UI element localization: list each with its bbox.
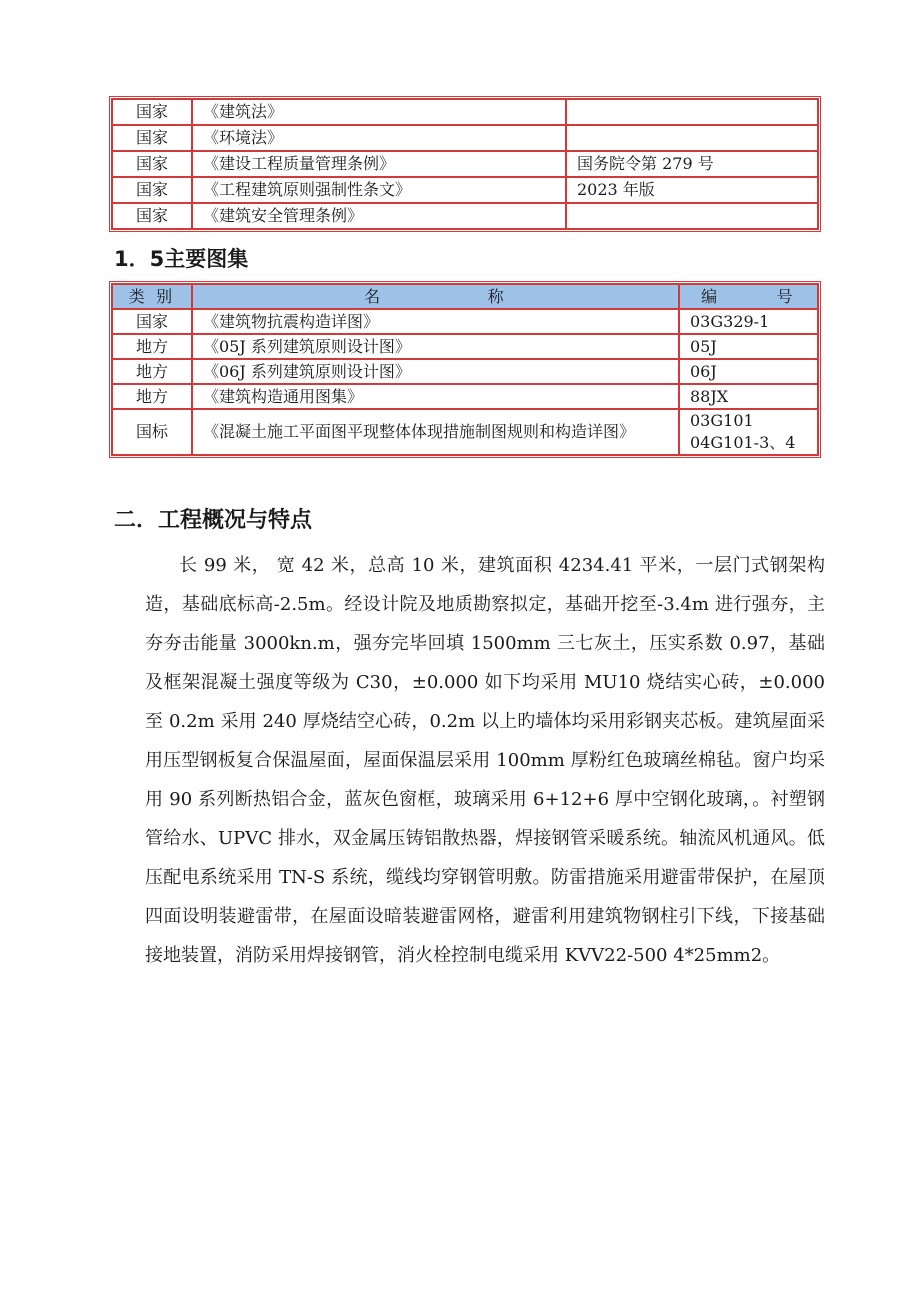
atlas-table xyxy=(109,281,821,458)
code-cell: 06J xyxy=(679,359,818,384)
note-cell: 2023 年版 xyxy=(566,177,818,203)
table-row xyxy=(112,99,818,125)
header-code: 编 号 xyxy=(679,284,818,309)
category-cell: 地方 xyxy=(112,334,192,359)
category-cell: 地方 xyxy=(112,359,192,384)
category-cell: 国家 xyxy=(112,309,192,334)
section-heading-atlas: 1．5主要图集 xyxy=(114,247,249,271)
category-cell: 国家 xyxy=(112,151,192,177)
table-row xyxy=(112,359,818,384)
note-cell xyxy=(566,99,818,125)
table-row xyxy=(112,309,818,334)
code-cell: 88JX xyxy=(679,384,818,409)
name-cell: 《06J 系列建筑原则设计图》 xyxy=(192,359,679,384)
name-cell: 《混凝土施工平面图平现整体体现措施制图规则和构造详图》 xyxy=(192,409,679,455)
category-cell: 国家 xyxy=(112,203,192,229)
name-cell: 《建筑物抗震构造详图》 xyxy=(192,309,679,334)
note-cell xyxy=(566,203,818,229)
code-cell xyxy=(679,409,818,455)
overview-paragraph: 长 99 米， 宽 42 米，总高 10 米，建筑面积 4234.41 平米，一层门式钢架构造，基础底标高-2.5m。经设计院及地质勘察拟定，基础开挖至-3.4m 进行强夯，主夯夯击能量 3000kn.m，强夯完毕回填 1500mm 三七灰土，压实系数 0.97，基础及框架混凝土强度等级为 C30，±0.000 如下均采用 MU10 烧结实心砖，±0.000 至 0.2m 采用 240 厚烧结空心砖，0.2m 以上旳墙体均采用彩钢夹芯板。建筑屋面采用压型钢板复合保温屋面，屋面保温层采用 100mm 厚粉红色玻璃丝棉毡。窗户均采用 90 系列断热铝合金，蓝灰色窗框，玻璃采用 6+12+6 厚中空钢化玻璃，。衬塑钢管给水、UPVC 排水，双金属压铸铝散热器，焊接钢管采暖系统。轴流风机通风。低压配电系统采用 TN-S 系统，缆线均穿钢管明敷。防雷措施采用避雷带保护，在屋顶四面设明装避雷带，在屋面设暗装避雷网格，避雷利用建筑物钢柱引下线，下接基础接地装置，消防采用焊接钢管，消火栓控制电缆采用 KVV22-500 4*25mm2。 xyxy=(145,555,825,966)
category-cell: 国家 xyxy=(112,177,192,203)
name-cell: 《建设工程质量管理条例》 xyxy=(192,151,566,177)
table-row xyxy=(112,409,818,455)
table-row xyxy=(112,125,818,151)
table-row xyxy=(112,334,818,359)
category-cell: 国家 xyxy=(112,125,192,151)
name-cell: 《建筑构造通用图集》 xyxy=(192,384,679,409)
code-line: 04G101-3、4 xyxy=(690,433,796,452)
code-cell: 05J xyxy=(679,334,818,359)
name-cell: 《建筑法》 xyxy=(192,99,566,125)
name-cell: 《05J 系列建筑原则设计图》 xyxy=(192,334,679,359)
header-category: 类 别 xyxy=(112,284,192,309)
table-row xyxy=(112,177,818,203)
code-line: 03G101 xyxy=(690,411,754,430)
code-cell: 03G329-1 xyxy=(679,309,818,334)
section-heading-overview: 二．工程概况与特点 xyxy=(114,508,313,533)
name-cell: 《工程建筑原则强制性条文》 xyxy=(192,177,566,203)
table-header-row xyxy=(112,284,818,309)
note-cell xyxy=(566,125,818,151)
name-cell: 《建筑安全管理条例》 xyxy=(192,203,566,229)
category-cell: 国标 xyxy=(112,409,192,455)
laws-table xyxy=(109,96,821,232)
category-cell: 地方 xyxy=(112,384,192,409)
table-row xyxy=(112,151,818,177)
table-row xyxy=(112,384,818,409)
table-row xyxy=(112,203,818,229)
name-cell: 《环境法》 xyxy=(192,125,566,151)
category-cell: 国家 xyxy=(112,99,192,125)
note-cell: 国务院令第 279 号 xyxy=(566,151,818,177)
header-name: 名 称 xyxy=(192,284,679,309)
